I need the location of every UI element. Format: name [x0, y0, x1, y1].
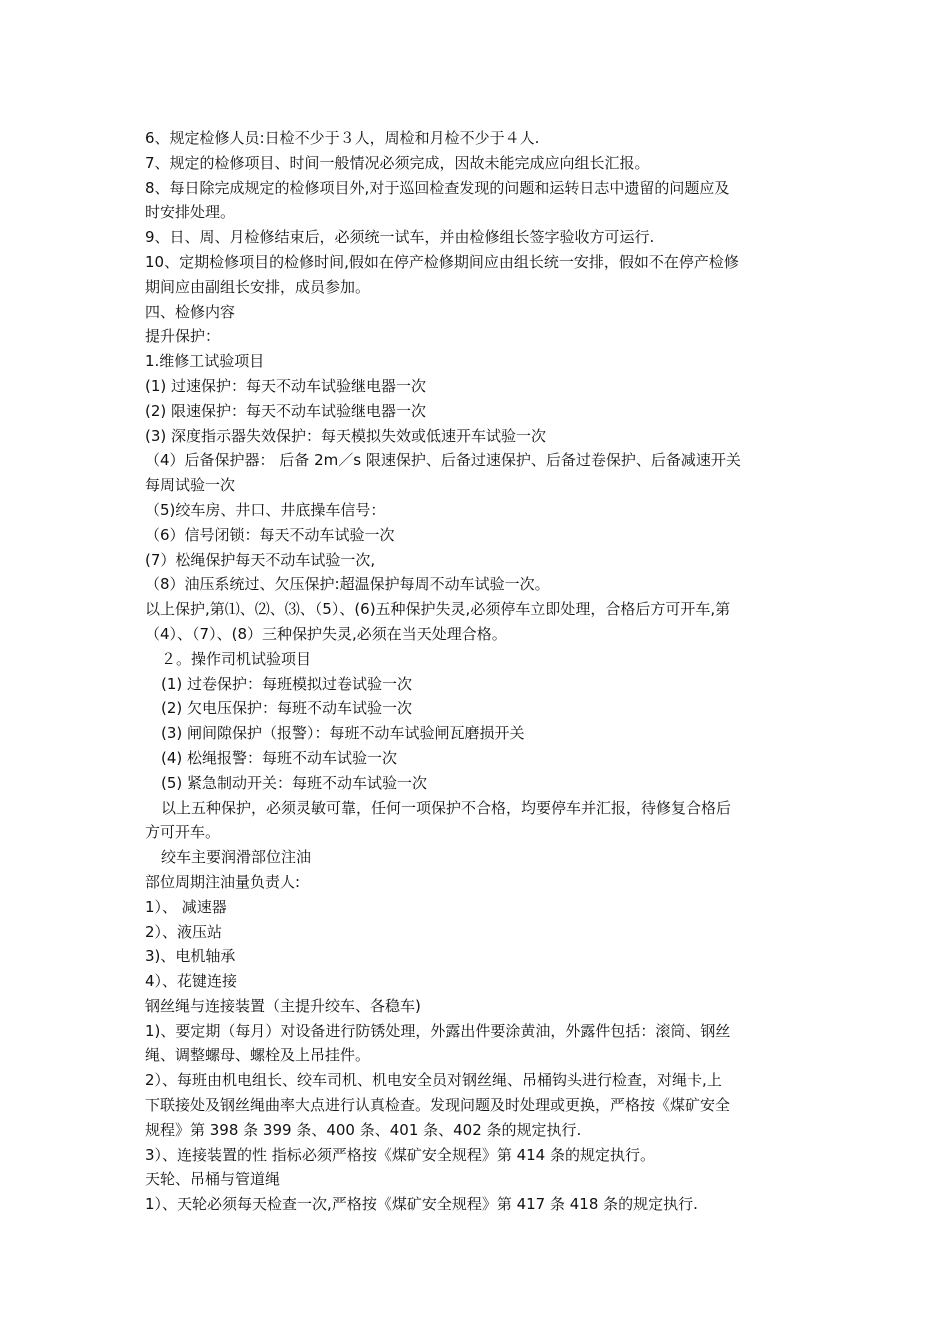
document-body [145, 126, 810, 1217]
list-item: (2) 欠电压保护：每班不动车试验一次 [161, 699, 413, 718]
list-item: 4）、花键连接 [145, 972, 238, 991]
list-item: 2）、液压站 [145, 922, 223, 941]
subsection-heading: 天轮、吊桶与管道绳 [145, 1170, 281, 1189]
text-line: 6、规定检修人员:日检不少于３人，周检和月检不少于４人. [145, 129, 540, 147]
section-heading: 四、检修内容 [145, 302, 236, 321]
list-item: 1）、 减速器 [145, 897, 227, 916]
list-item: 2）、每班由机电组长、绞车司机、机电安全员对钢丝绳、吊桶钩头进行检查，对绳卡,上 [145, 1071, 722, 1090]
list-item: (2) 限速保护：每天不动车试验继电器一次 [145, 401, 427, 420]
text-line: 7、规定的检修项目、时间一般情况必须完成，因故未能完成应向组长汇报。 [145, 153, 650, 172]
text-line: 以上保护,第⑴、⑵、⑶、（5）、(6)五种保护失灵,必须停车立即处理，合格后方可开车,第 [145, 600, 731, 619]
text-line: 期间应由副组长安排，成员参加。 [145, 277, 371, 296]
list-item: （5)绞车房、井口、井底操车信号： [145, 500, 386, 519]
list-item: 3)、电机轴承 [145, 947, 236, 966]
list-item: (1) 过卷保护：每班模拟过卷试验一次 [161, 674, 413, 693]
text-line: 以上五种保护，必须灵敏可靠，任何一项保护不合格，均要停车并汇报，待修复合格后 [161, 798, 732, 817]
text-line: 时安排处理。 [145, 203, 236, 222]
list-item: （8）油压系统过、欠压保护:超温保护每周不动车试验一次。 [145, 575, 550, 594]
list-item: (4) 松绳报警：每班不动车试验一次 [161, 748, 398, 767]
list-item: (7）松绳保护每天不动车试验一次, [145, 550, 376, 569]
subsection-heading: ２。操作司机试验项目 [161, 649, 312, 668]
subsection-heading: 绞车主要润滑部位注油 [161, 848, 312, 867]
text-line: 下联接处及钢丝绳曲率大点进行认真检查。发现问题及时处理或更换，严格按《煤矿安全 [145, 1096, 731, 1115]
text-line: 方可开车。 [145, 823, 221, 842]
list-item: 1)、要定期（每月）对设备进行防锈处理，外露出件要涂黄油，外露件包括：滚筒、钢丝 [145, 1021, 731, 1040]
text-line: 规程》第 398 条 399 条、400 条、401 条、402 条的规定执行. [145, 1120, 582, 1139]
text-line: 8、每日除完成规定的检修项目外,对于巡回检查发现的问题和运转日志中遗留的问题应及 [145, 178, 730, 197]
subsection-heading: 钢丝绳与连接装置（主提升绞车、各稳车) [145, 996, 421, 1015]
list-item: (5) 紧急制动开关：每班不动车试验一次 [161, 773, 428, 792]
subsection-heading: 提升保护： [145, 327, 221, 346]
subsection-heading: 1.维修工试验项目 [145, 352, 265, 371]
list-item: （4）后备保护器： 后备 2m／s 限速保护、后备过速保护、后备过卷保护、后备减速开关 [145, 451, 741, 470]
list-item: 3）、连接装置的性 指标必须严格按《煤矿安全规程》第 414 条的规定执行。 [145, 1145, 655, 1164]
text-line: 部位周期注油量负责人: [145, 872, 301, 891]
list-item: (3) 闸间隙保护（报警）：每班不动车试验闸瓦磨损开关 [161, 724, 525, 743]
text-line: 每周试验一次 [145, 476, 236, 495]
text-line: （4）、（7）、(8）三种保护失灵,必须在当天处理合格。 [145, 624, 507, 643]
text-line: 10、定期检修项目的检修时间,假如在停产检修期间应由组长统一安排，假如不在停产检修 [145, 252, 739, 271]
text-line: 绳、调整螺母、螺栓及上吊挂件。 [145, 1046, 371, 1065]
list-item: (3) 深度指示器失效保护：每天模拟失效或低速开车试验一次 [145, 426, 547, 445]
list-item: (1) 过速保护：每天不动车试验继电器一次 [145, 376, 427, 395]
text-line: 9、日、周、月检修结束后，必须统一试车，并由检修组长签字验收方可运行. [145, 228, 655, 247]
list-item: （6）信号闭锁：每天不动车试验一次 [145, 525, 395, 544]
list-item: 1）、天轮必须每天检查一次,严格按《煤矿安全规程》第 417 条 418 条的规定执行. [145, 1195, 698, 1214]
